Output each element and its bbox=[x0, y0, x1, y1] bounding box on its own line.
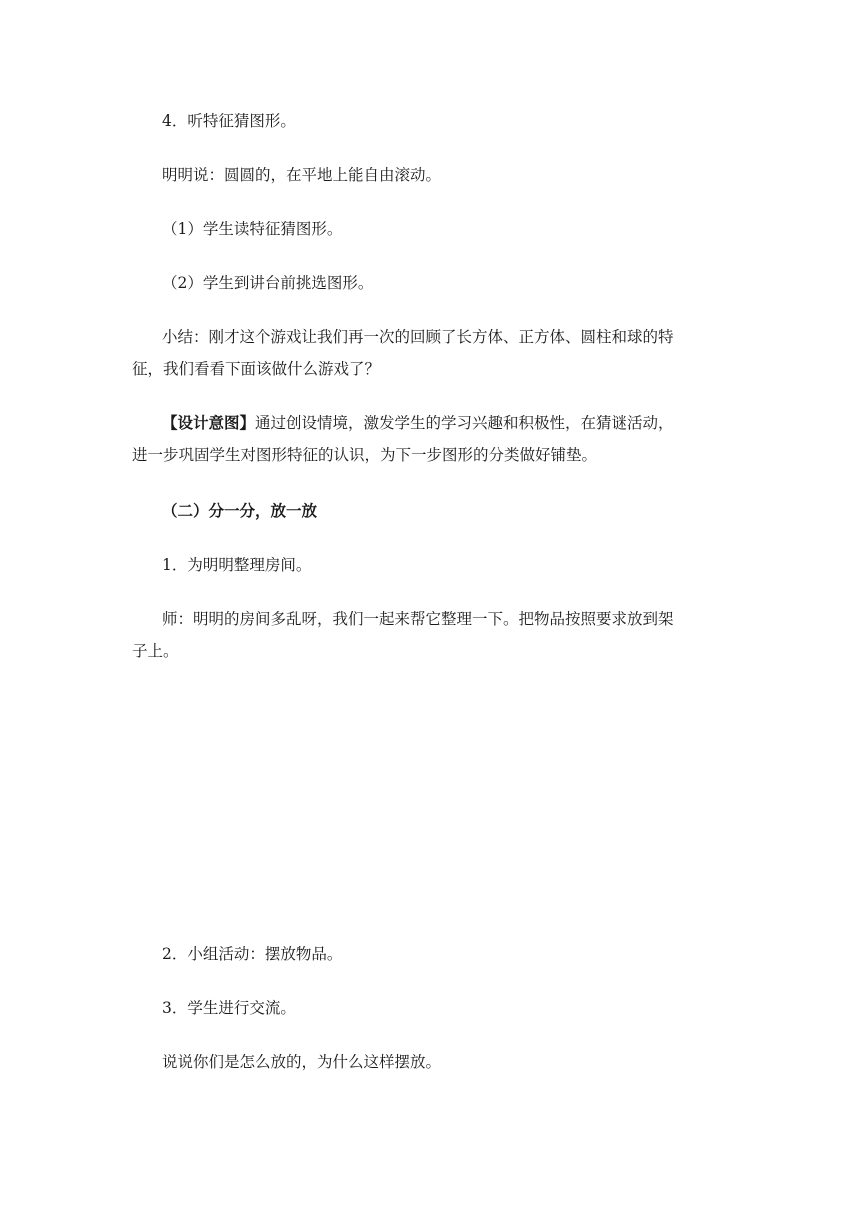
section-heading: （二）分一分，放一放 bbox=[162, 501, 318, 520]
design-intent-label: 【设计意图】 bbox=[162, 413, 256, 432]
heading-item-3: 3．学生进行交流。 bbox=[162, 999, 296, 1017]
heading-item-2: 2．小组活动：摆放物品。 bbox=[162, 945, 343, 963]
design-intent-text: 通过创设情境，激发学生的学习兴趣和积极性，在猜谜活动， bbox=[255, 414, 674, 432]
step-1: （1）学生读特征猜图形。 bbox=[162, 220, 343, 238]
design-intent-line-2: 进一步巩固学生对图形特征的认识，为下一步图形的分类做好铺垫。 bbox=[132, 446, 598, 464]
paragraph-mingming-says: 明明说：圆圆的，在平地上能自由滚动。 bbox=[162, 166, 442, 184]
step-2: （2）学生到讲台前挑选图形。 bbox=[162, 274, 374, 292]
heading-item-1: 1．为明明整理房间。 bbox=[162, 556, 312, 574]
summary-line-1: 小结：刚才这个游戏让我们再一次的回顾了长方体、正方体、圆柱和球的特 bbox=[162, 328, 674, 346]
teacher-line-1: 师：明明的房间多乱呀，我们一起来帮它整理一下。把物品按照要求放到架 bbox=[162, 610, 674, 628]
heading-item-4: 4．听特征猜图形。 bbox=[162, 112, 296, 130]
design-intent-line-1 bbox=[162, 407, 674, 439]
discussion-line: 说说你们是怎么放的，为什么这样摆放。 bbox=[162, 1053, 442, 1071]
summary-line-2: 征，我们看看下面该做什么游戏了？ bbox=[132, 360, 381, 378]
teacher-line-2: 子上。 bbox=[132, 642, 179, 660]
